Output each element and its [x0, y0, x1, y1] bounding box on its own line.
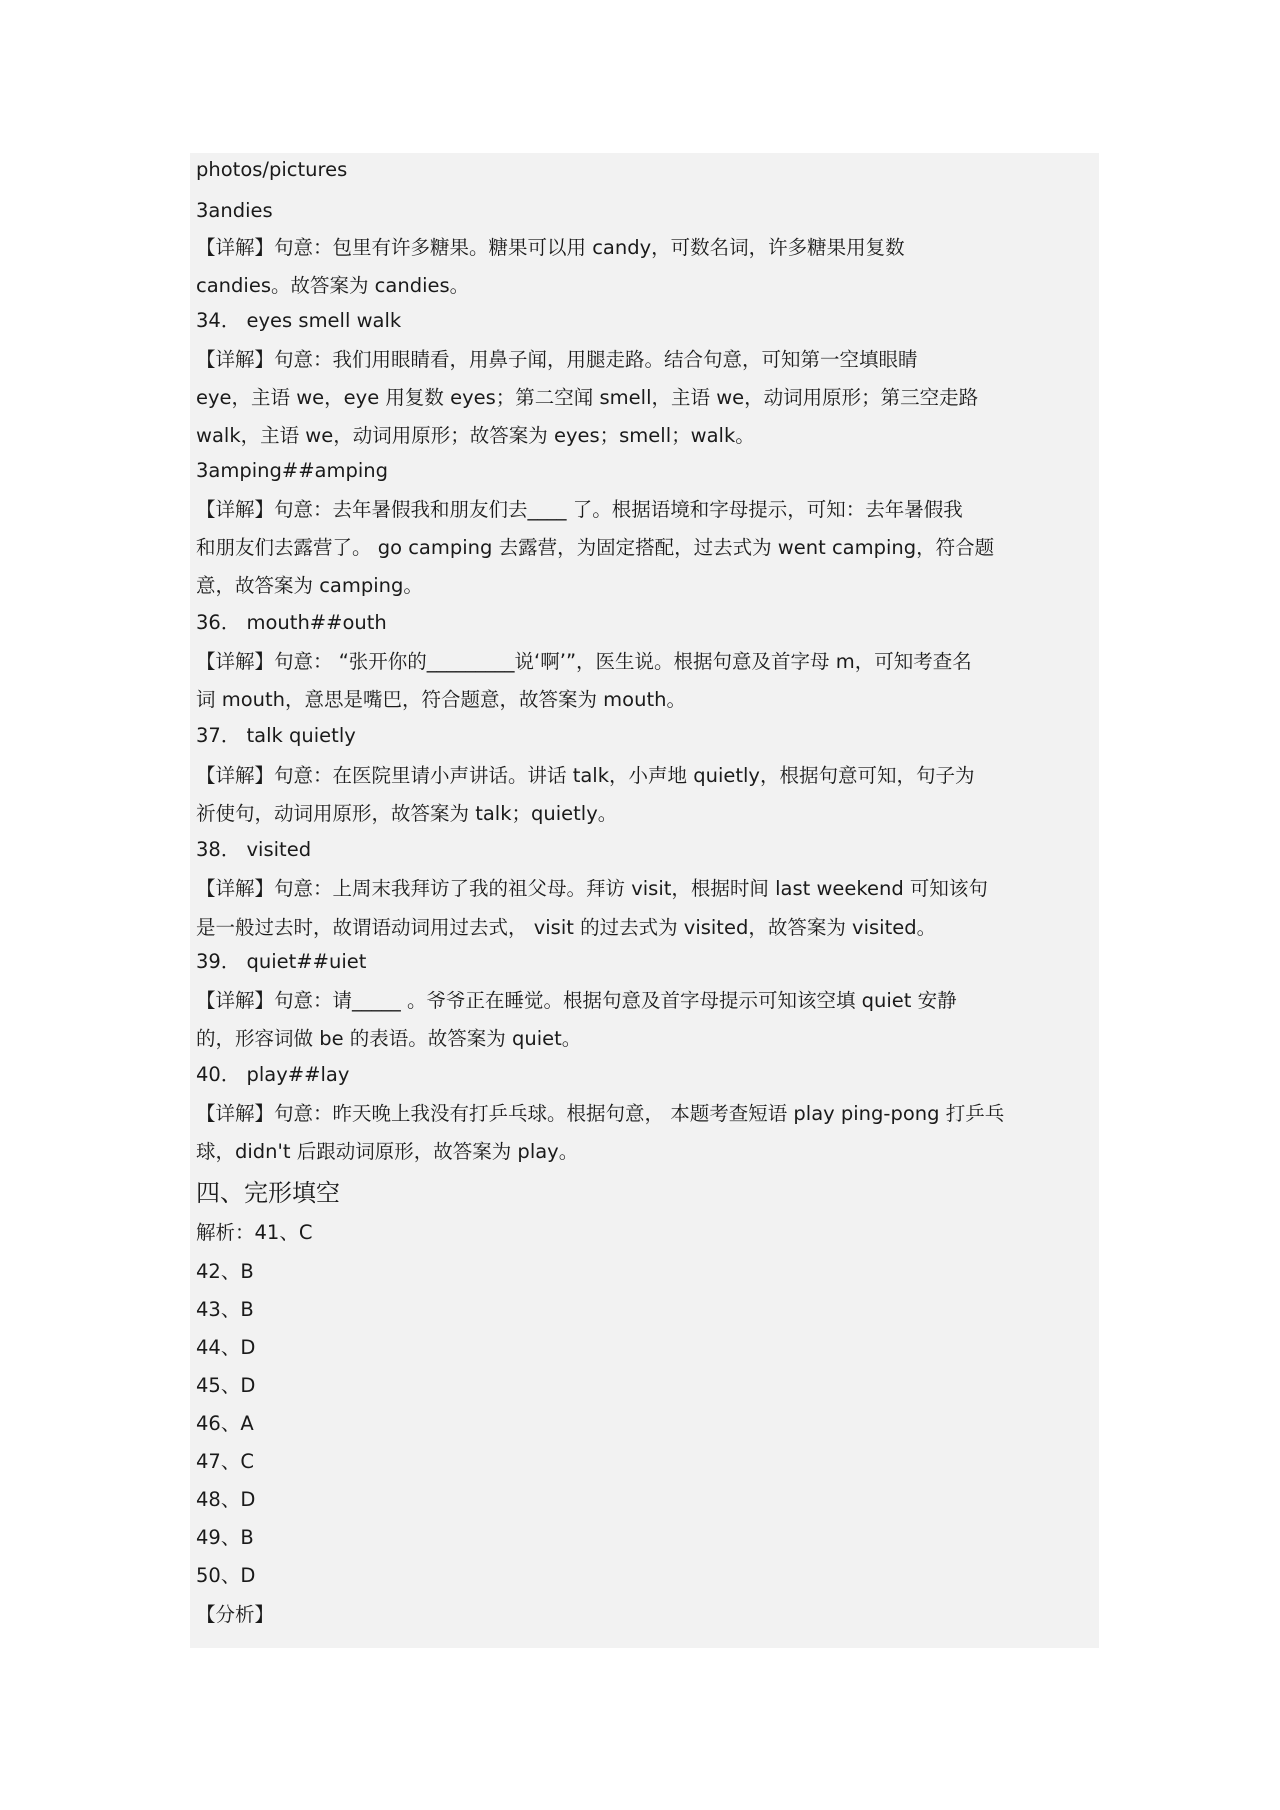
text-line: 【详解】句意：在医院里请小声讲话。讲话 talk，小声地 quietly，根据句意可知，句子为 — [196, 764, 975, 788]
text-line: 【详解】句意：昨天晚上我没有打乒乓球。根据句意， 本题考查短语 play ping-pong 打乒乓 — [196, 1102, 1005, 1126]
question-number-line: 40． play##lay — [196, 1063, 350, 1087]
text-line: walk，主语 we，动词用原形；故答案为 eyes；smell；walk。 — [196, 424, 755, 448]
text-line: 祈使句，动词用原形，故答案为 talk；quietly。 — [196, 802, 618, 826]
answer-line: 44、D — [196, 1336, 256, 1360]
text-line: 3amping##amping — [196, 459, 389, 483]
answer-line: 46、A — [196, 1412, 254, 1436]
answer-line: 49、B — [196, 1526, 254, 1550]
section-heading: 四、完形填空 — [196, 1179, 340, 1207]
text-line: 是一般过去时，故谓语动词用过去式， visit 的过去式为 visited，故答案为 visited。 — [196, 916, 937, 940]
question-number-line: 38． visited — [196, 838, 312, 862]
answer-line: 43、B — [196, 1298, 254, 1322]
text-line: 和朋友们去露营了。 go camping 去露营，为固定搭配，过去式为 went camping，符合题 — [196, 536, 995, 560]
text-line: 【详解】句意：请_____ 。爷爷正在睡觉。根据句意及首字母提示可知该空填 quiet 安静 — [196, 989, 957, 1013]
text-line: 【详解】句意：包里有许多糖果。糖果可以用 candy，可数名词，许多糖果用复数 — [196, 236, 905, 260]
answer-line: 42、B — [196, 1260, 254, 1284]
question-number-line: 37． talk quietly — [196, 724, 356, 748]
analysis-label: 【分析】 — [196, 1603, 275, 1627]
question-number-line: 39． quiet##uiet — [196, 950, 367, 974]
answer-line: 解析：41、C — [196, 1221, 313, 1245]
text-line: 3andies — [196, 199, 273, 223]
answer-line: 47、C — [196, 1450, 254, 1474]
text-line: 【详解】句意：我们用眼睛看，用鼻子闻，用腿走路。结合句意，可知第一空填眼睛 — [196, 348, 918, 372]
text-line: 的，形容词做 be 的表语。故答案为 quiet。 — [196, 1027, 582, 1051]
text-line: 球，didn't 后跟动词原形，故答案为 play。 — [196, 1140, 579, 1164]
text-line: 【详解】句意：去年暑假我和朋友们去____ 了。根据语境和字母提示，可知：去年暑假我 — [196, 498, 963, 522]
answer-line: 50、D — [196, 1564, 256, 1588]
text-line: 词 mouth，意思是嘴巴，符合题意，故答案为 mouth。 — [196, 688, 686, 712]
text-line: 【详解】句意： “张开你的_________说‘啊’”，医生说。根据句意及首字母 m，可知考查名 — [196, 650, 972, 674]
text-line: 意，故答案为 camping。 — [196, 574, 423, 598]
text-line: photos/pictures — [196, 158, 348, 182]
answer-line: 48、D — [196, 1488, 256, 1512]
question-number-line: 34． eyes smell walk — [196, 309, 402, 333]
answer-line: 45、D — [196, 1374, 256, 1398]
text-line: 【详解】句意：上周末我拜访了我的祖父母。拜访 visit，根据时间 last weekend 可知该句 — [196, 877, 988, 901]
text-line: eye，主语 we，eye 用复数 eyes；第二空闻 smell，主语 we，动词用原形；第三空走路 — [196, 386, 979, 410]
answer-panel — [190, 153, 1099, 1648]
question-number-line: 36． mouth##outh — [196, 611, 387, 635]
text-line: candies。故答案为 candies。 — [196, 274, 470, 298]
